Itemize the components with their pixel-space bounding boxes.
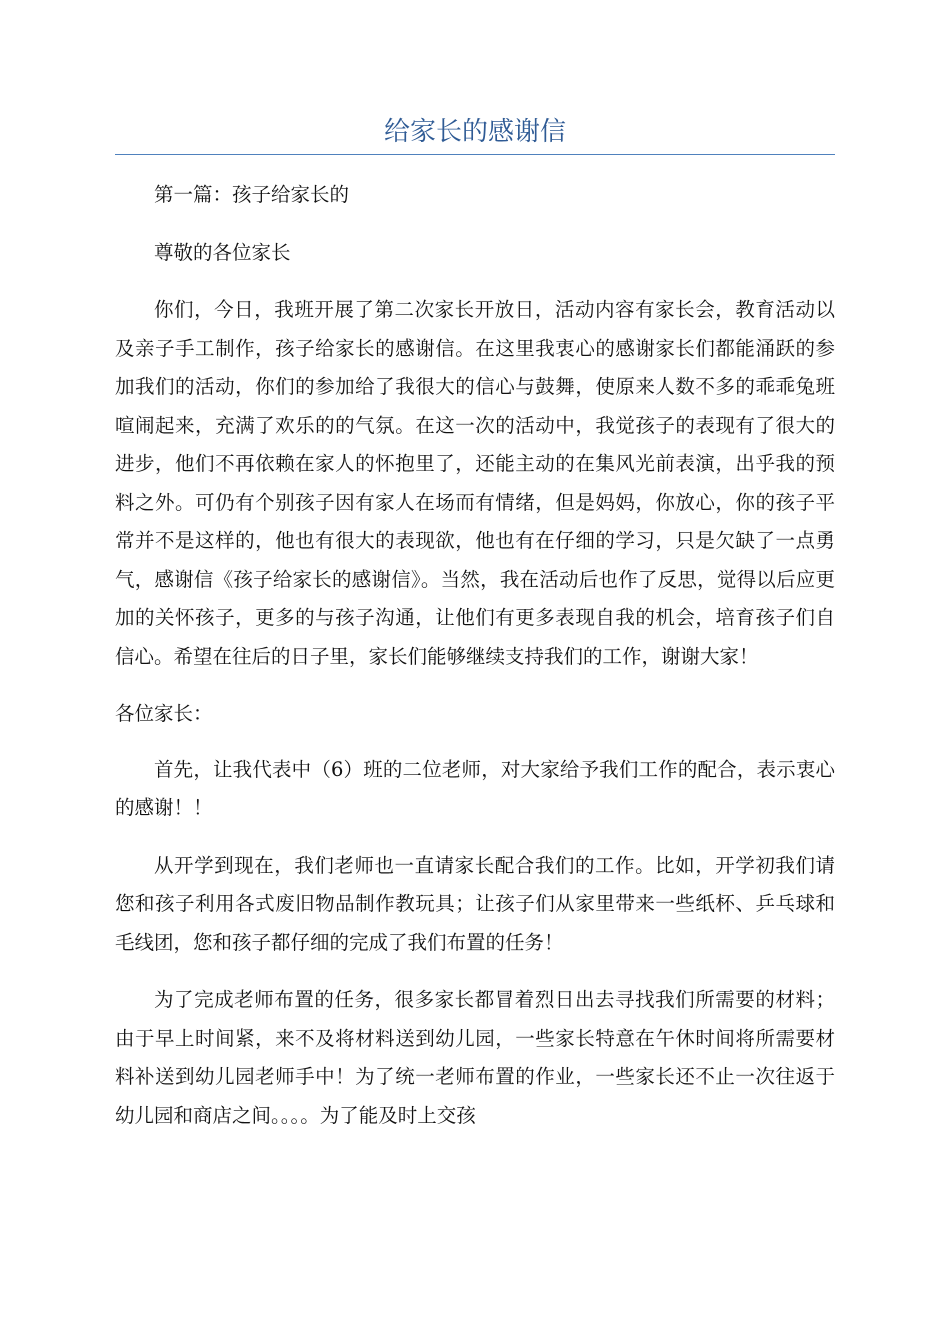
salutation: 尊敬的各位家长 bbox=[154, 240, 291, 264]
title-underline bbox=[115, 154, 835, 155]
paragraph: 从开学到现在，我们老师也一直请家长配合我们的工作。比如，开学初我们请您和孩子利用各式废旧物品制作教玩具；让孩子们从家里带来一些纸杯、乒乓球和毛线团，您和孩子都仔细的完成了我们布置的任务！ bbox=[115, 853, 835, 954]
paragraph: 首先，让我代表中（6）班的二位老师，对大家给予我们工作的配合，表示衷心的感谢！！ bbox=[115, 757, 835, 819]
salutation: 各位家长： bbox=[115, 702, 213, 725]
paragraph: 为了完成老师布置的任务，很多家长都冒着烈日出去寻找我们所需要的材料；由于早上时间紧，来不及将材料送到幼儿园，一些家长特意在午休时间将所需要材料补送到幼儿园老师手中！为了统一老师布置的作业，一些家长还不止一次往返于幼儿园和商店之间。。。。为了能及时上交孩 bbox=[115, 988, 835, 1127]
document-body bbox=[115, 176, 835, 1154]
section-heading: 第一篇：孩子给家长的 bbox=[154, 183, 350, 206]
paragraph: 你们，今日，我班开展了第二次家长开放日，活动内容有家长会，教育活动以及亲子手工制作，孩子给家长的感谢信。在这里我衷心的感谢家长们都能涌跃的参加我们的活动，你们的参加给了我很大的信心与鼓舞，使原来人数不多的乖乖兔班喧闹起来，充满了欢乐的的气氛。在这一次的活动中，我觉孩子的表现有了很大的进步，他们不再依赖在家人的怀抱里了，还能主动的在集风光前表演，出乎我的预料之外。可仍有个别孩子因有家人在场而有情绪，但是妈妈，你放心，你的孩子平常并不是这样的，他也有很大的表现欲，他也有在仔细的学习，只是欠缺了一点勇气，感谢信《孩子给家长的感谢信》。当然，我在活动后也作了反思，觉得以后应更加的关怀孩子，更多的与孩子沟通，让他们有更多表现自我的机会，培育孩子们自信心。希望在往后的日子里，家长们能够继续支持我们的工作，谢谢大家！ bbox=[115, 298, 835, 668]
document-title: 给家长的感谢信 bbox=[383, 117, 566, 147]
